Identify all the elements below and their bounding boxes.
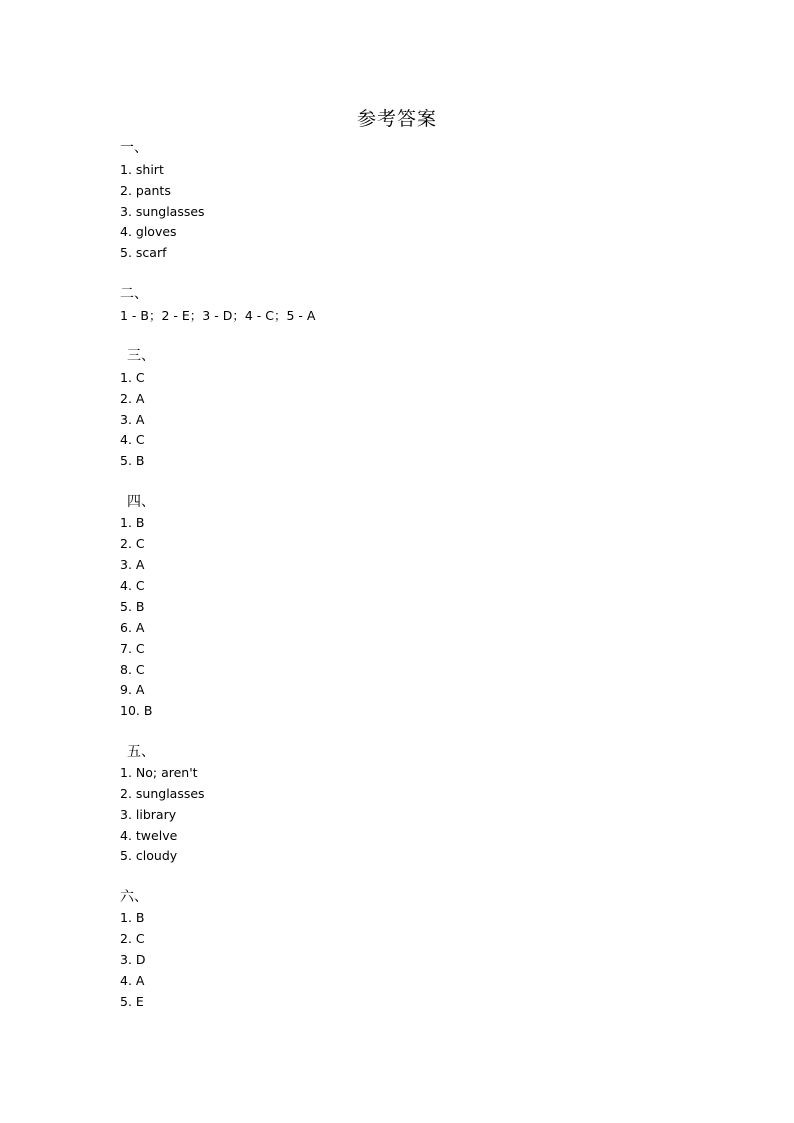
section-heading: 六、: [120, 889, 148, 905]
answer-item: 7. C: [120, 641, 145, 656]
answer-item: 5. B: [120, 453, 145, 468]
answer-item: 4. twelve: [120, 828, 178, 843]
answer-item: 8. C: [120, 662, 145, 677]
answer-item: 2. sunglasses: [120, 786, 205, 801]
answer-item: 4. A: [120, 973, 145, 988]
answer-item: 4. gloves: [120, 224, 177, 239]
answer-item: 4. C: [120, 432, 145, 447]
answer-item: 3. A: [120, 412, 145, 427]
section-heading: 三、: [127, 348, 155, 364]
section-heading: 二、: [120, 286, 148, 302]
section-heading: 一、: [120, 140, 148, 156]
answer-item: 1. shirt: [120, 162, 164, 177]
answer-item: 2. C: [120, 536, 145, 551]
answer-item: 9. A: [120, 682, 145, 697]
answer-item: 2. pants: [120, 183, 171, 198]
answer-item: 1. B: [120, 515, 145, 530]
answer-item: 5. scarf: [120, 245, 167, 260]
answer-item: 3. library: [120, 807, 177, 822]
section-heading: 四、: [127, 494, 155, 510]
answer-item: 3. D: [120, 952, 146, 967]
answer-item: 5. cloudy: [120, 848, 178, 863]
answer-item: 2. A: [120, 391, 145, 406]
answer-item: 4. C: [120, 578, 145, 593]
answer-item: 6. A: [120, 620, 145, 635]
answer-item: 5. B: [120, 599, 145, 614]
answer-item: 1. B: [120, 910, 145, 925]
answer-item: 3. sunglasses: [120, 204, 205, 219]
answer-item: 2. C: [120, 931, 145, 946]
answer-item: 3. A: [120, 557, 145, 572]
answer-item: 1. C: [120, 370, 145, 385]
answer-item: 1 - B；2 - E；3 - D；4 - C；5 - A: [120, 308, 316, 323]
page-title: 参考答案: [356, 108, 437, 130]
answer-item: 1. No; aren't: [120, 765, 198, 780]
section-heading: 五、: [127, 744, 155, 760]
answer-item: 10. B: [120, 703, 153, 718]
answer-item: 5. E: [120, 994, 144, 1009]
